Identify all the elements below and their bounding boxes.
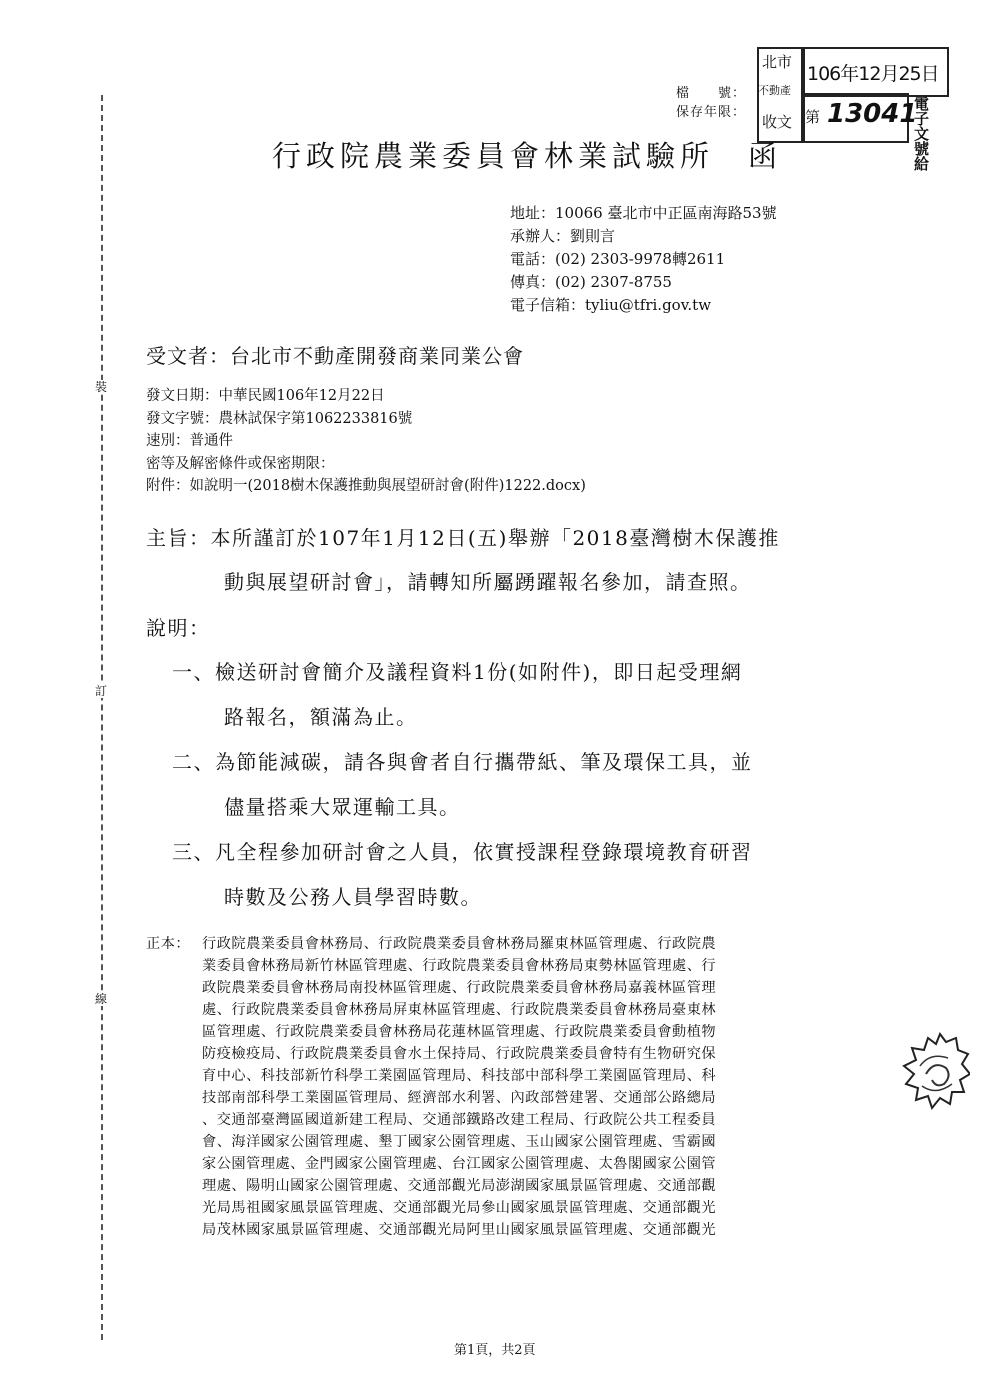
contact-address: 地址：10066 臺北市中正區南海路53號 [510,204,777,222]
stamp-side-2: 子 [914,110,930,128]
retention-label: 保存年限： [676,105,747,120]
subject-line-1: 主旨：本所謹訂於107年1月12日(五)舉辦「2018臺灣樹木保護推 [146,526,780,550]
receipt-stamp [757,47,947,173]
binding-mark-zhuang: 裝 [95,380,108,394]
file-number-label: 檔 號： [676,86,747,101]
explanation-item-3-line-2: 時數及公務人員學習時數。 [224,885,482,909]
distribution-label: 正本： [146,936,191,952]
contact-handler: 承辦人：劉則言 [510,227,616,245]
issue-date: 發文日期：中華民國106年12月22日 [146,388,385,404]
perforation-seal-icon [900,1030,970,1112]
distribution-line: 區管理處、行政院農業委員會林務局花蓮林區管理處、行政院農業委員會動植物 [202,1024,717,1040]
binding-mark-ding: 訂 [95,684,108,698]
document-info [146,385,586,498]
secrecy-level: 密等及解密條件或保密期限： [146,455,335,472]
distribution-line: 會、海洋國家公園管理處、墾丁國家公園管理處、玉山國家公園管理處、雪霸國 [202,1134,717,1150]
contact-email: 電子信箱：tyliu@tfri.gov.tw [510,296,712,314]
stamp-unit-3: 收文 [762,113,793,131]
stamp-date: 106年12月25日 [807,63,939,85]
distribution-line: 技部南部科學工業園區管理局、經濟部水利署、內政部營建署、交通部公路總局 [202,1090,717,1106]
delivery-speed: 速別：普通件 [146,433,233,449]
binding-line [101,95,103,1340]
explanation-item-1-line-2: 路報名，額滿為止。 [224,705,418,729]
explanation-item-2-line-2: 儘量搭乘大眾運輸工具。 [224,795,461,819]
stamp-side-4: 號 [914,140,930,158]
distribution-list [202,933,716,1241]
distribution-line: 家公園管理處、金門國家公園管理處、台江國家公園管理處、太魯閣國家公園管 [202,1156,717,1172]
stamp-side-5: 給 [914,155,930,173]
stamp-number: 13041 [827,99,918,129]
distribution-line: 處、行政院農業委員會林務局屏東林區管理處、行政院農業委員會林務局臺東林 [202,1002,717,1018]
document-title: 行政院農業委員會林業試驗所 函 [272,139,783,173]
stamp-side-3: 文 [914,125,930,143]
distribution-line: 局茂林國家風景區管理處、交通部觀光局阿里山國家風景區管理處、交通部觀光 [202,1222,717,1238]
distribution-line: 行政院農業委員會林務局、行政院農業委員會林務局羅東林區管理處、行政院農 [202,936,717,952]
distribution-line: 防疫檢疫局、行政院農業委員會水土保持局、行政院農業委員會特有生物研究保 [202,1046,717,1062]
explanation-heading: 說明： [146,616,211,640]
attachment: 附件：如說明一(2018樹木保護推動與展望研討會(附件)1222.docx) [146,478,586,494]
distribution-line: 、交通部臺灣區國道新建工程局、交通部鐵路改建工程局、行政院公共工程委員 [202,1112,717,1128]
distribution-line: 理處、陽明山國家公園管理處、交通部觀光局澎湖國家風景區管理處、交通部觀 [202,1178,717,1194]
subject-line-2: 動與展望研討會」，請轉知所屬踴躍報名參加，請查照。 [224,570,752,594]
document-number: 發文字號：農林試保字第1062233816號 [146,410,413,427]
distribution-line: 業委員會林務局新竹林區管理處、行政院農業委員會林務局東勢林區管理處、行 [202,958,717,974]
binding-mark-xian: 線 [95,992,108,1006]
page-number: 第1頁，共2頁 [454,1343,536,1358]
stamp-unit-2: 不動產 [758,84,791,97]
contact-phone: 電話：(02) 2303-9978轉2611 [510,250,726,268]
stamp-side-1: 電 [914,95,930,113]
contact-block [510,202,777,317]
explanation-item-2-line-1: 二、為節能減碳，請各與會者自行攜帶紙、筆及環保工具，並 [172,750,753,774]
contact-fax: 傳真：(02) 2307-8755 [510,273,672,291]
explanation-item-3-line-1: 三、凡全程參加研討會之人員，依實授課程登錄環境教育研習 [172,840,753,864]
explanation-item-1-line-1: 一、檢送研討會簡介及議程資料1份(如附件)，即日起受理網 [172,660,743,684]
stamp-number-prefix: 第 [805,108,821,126]
distribution-line: 育中心、科技部新竹科學工業園區管理局、科技部中部科學工業園區管理局、科 [202,1068,717,1084]
distribution-line: 光局馬祖國家風景區管理處、交通部觀光局參山國家風景區管理處、交通部觀光 [202,1200,717,1216]
stamp-side-text [914,97,944,172]
recipient: 受文者：台北市不動產開發商業同業公會 [146,344,524,368]
distribution-line: 政院農業委員會林務局南投林區管理處、行政院農業委員會林務局嘉義林區管理 [202,980,717,996]
stamp-unit-1: 北市 [762,53,793,71]
